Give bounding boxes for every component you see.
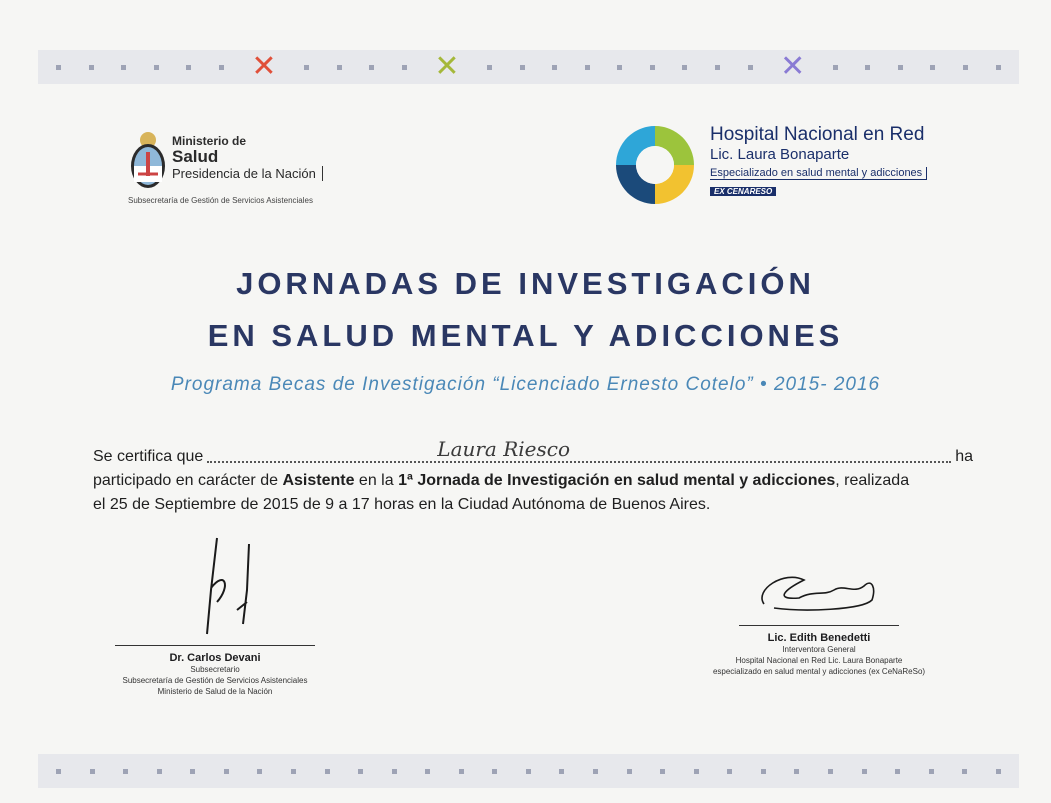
band-dot bbox=[56, 769, 61, 774]
recipient-dotted-line bbox=[207, 437, 951, 463]
date-line: el 25 de Septiembre de 2015 de 9 a 17 horas en la Ciudad Autónoma de Buenos Aires. bbox=[93, 496, 711, 513]
band-dot bbox=[56, 65, 61, 70]
hospital-line2: Lic. Laura Bonaparte bbox=[710, 146, 850, 163]
title-line1: JORNADAS DE INVESTIGACIÓN bbox=[236, 266, 815, 301]
band-dot bbox=[190, 769, 195, 774]
ministry-line1: Ministerio de bbox=[172, 134, 247, 148]
band-dot bbox=[358, 769, 363, 774]
band-dot bbox=[526, 769, 531, 774]
band-dot bbox=[459, 769, 464, 774]
signatory-left-name: Dr. Carlos Devani bbox=[169, 652, 261, 664]
band-dot bbox=[727, 769, 732, 774]
band-dot bbox=[715, 65, 720, 70]
band-dot bbox=[154, 65, 159, 70]
certify-suffix: ha bbox=[955, 448, 973, 465]
signature-line-left bbox=[115, 645, 315, 646]
ministry-line3: Presidencia de la Nación bbox=[172, 166, 323, 181]
band-dot bbox=[828, 769, 833, 774]
band-dot bbox=[682, 65, 687, 70]
signatory-right-role1: Interventora General bbox=[782, 645, 856, 654]
signature-right bbox=[744, 560, 894, 620]
band-dot bbox=[520, 65, 525, 70]
band-dot bbox=[219, 65, 224, 70]
band-dot bbox=[291, 769, 296, 774]
green-cross-icon: ✕ bbox=[434, 49, 460, 84]
hospital-line3: Especializado en salud mental y adicciones bbox=[710, 167, 927, 180]
band-dot bbox=[492, 769, 497, 774]
band-dot bbox=[833, 65, 838, 70]
band-dot bbox=[585, 65, 590, 70]
signature-line-right bbox=[739, 625, 899, 626]
band-dot bbox=[898, 65, 903, 70]
signatory-right-role3: especializado en salud mental y adicciones (ex CeNaReSo) bbox=[712, 667, 926, 676]
signatory-left-role2: Subsecretaría de Gestión de Servicios Asistenciales bbox=[122, 676, 308, 685]
signature-left bbox=[155, 530, 275, 640]
hospital-line4: EX CENARESO bbox=[710, 187, 776, 196]
line2-a: participado en carácter de bbox=[93, 472, 283, 489]
band-dot bbox=[963, 65, 968, 70]
red-cross-icon: ✕ bbox=[251, 49, 277, 84]
band-dot bbox=[593, 769, 598, 774]
event-text: 1ª Jornada de Investigación en salud mental y adicciones bbox=[398, 472, 836, 489]
band-dot bbox=[121, 65, 126, 70]
ministry-line2: Salud bbox=[172, 147, 219, 166]
band-dot bbox=[559, 769, 564, 774]
signature-block-left bbox=[110, 530, 320, 697]
certify-line bbox=[93, 437, 973, 469]
signature-block-right bbox=[688, 560, 950, 677]
band-dot bbox=[650, 65, 655, 70]
band-dot bbox=[304, 65, 309, 70]
band-dot bbox=[90, 769, 95, 774]
program-subtitle: Programa Becas de Investigación “Licenciado Ernesto Cotelo” • 2015- 2016 bbox=[170, 374, 881, 395]
band-dot bbox=[865, 65, 870, 70]
band-dot bbox=[157, 769, 162, 774]
band-dot bbox=[748, 65, 753, 70]
band-dot bbox=[325, 769, 330, 774]
band-dot bbox=[930, 65, 935, 70]
band-dot bbox=[552, 65, 557, 70]
ministry-subtitle: Subsecretaría de Gestión de Servicios Asistenciales bbox=[128, 196, 313, 205]
signatory-right-name: Lic. Edith Benedetti bbox=[767, 632, 871, 644]
hospital-logo bbox=[612, 122, 925, 213]
band-dot bbox=[402, 65, 407, 70]
band-dot bbox=[862, 769, 867, 774]
hospital-ring-icon bbox=[612, 122, 698, 208]
ministry-text bbox=[172, 134, 323, 183]
recipient-name: Laura Riesco bbox=[437, 437, 571, 461]
signatory-left-role1: Subsecretario bbox=[190, 665, 240, 674]
line2-b: en la bbox=[354, 472, 399, 489]
band-dot bbox=[224, 769, 229, 774]
band-dot bbox=[617, 65, 622, 70]
purple-cross-icon: ✕ bbox=[780, 49, 806, 84]
certify-prefix: Se certifica que bbox=[93, 448, 204, 465]
certificate-body bbox=[93, 437, 973, 517]
band-dot bbox=[257, 769, 262, 774]
band-dot bbox=[392, 769, 397, 774]
argentina-shield-icon bbox=[128, 130, 168, 192]
band-dot bbox=[123, 769, 128, 774]
band-dot bbox=[929, 769, 934, 774]
band-dot bbox=[337, 65, 342, 70]
band-dot bbox=[996, 65, 1001, 70]
top-decorative-band bbox=[38, 50, 1019, 84]
signatory-left-role3: Ministerio de Salud de la Nación bbox=[157, 687, 273, 696]
band-dot bbox=[186, 65, 191, 70]
band-dot bbox=[627, 769, 632, 774]
band-dot bbox=[895, 769, 900, 774]
band-dot bbox=[425, 769, 430, 774]
band-dot bbox=[369, 65, 374, 70]
role-text: Asistente bbox=[282, 472, 355, 489]
participation-line bbox=[93, 469, 973, 493]
band-dot bbox=[761, 769, 766, 774]
title-line2: EN SALUD MENTAL Y ADICCIONES bbox=[207, 318, 844, 353]
bottom-decorative-band bbox=[38, 754, 1019, 788]
band-dot bbox=[694, 769, 699, 774]
band-dot bbox=[794, 769, 799, 774]
line2-c: , realizada bbox=[835, 472, 910, 489]
band-dot bbox=[660, 769, 665, 774]
band-dot bbox=[962, 769, 967, 774]
hospital-line1: Hospital Nacional en Red bbox=[710, 124, 925, 145]
hospital-text bbox=[710, 124, 927, 199]
band-dot bbox=[89, 65, 94, 70]
band-dot bbox=[487, 65, 492, 70]
band-dot bbox=[996, 769, 1001, 774]
signatory-right-role2: Hospital Nacional en Red Lic. Laura Bonaparte bbox=[735, 656, 903, 665]
